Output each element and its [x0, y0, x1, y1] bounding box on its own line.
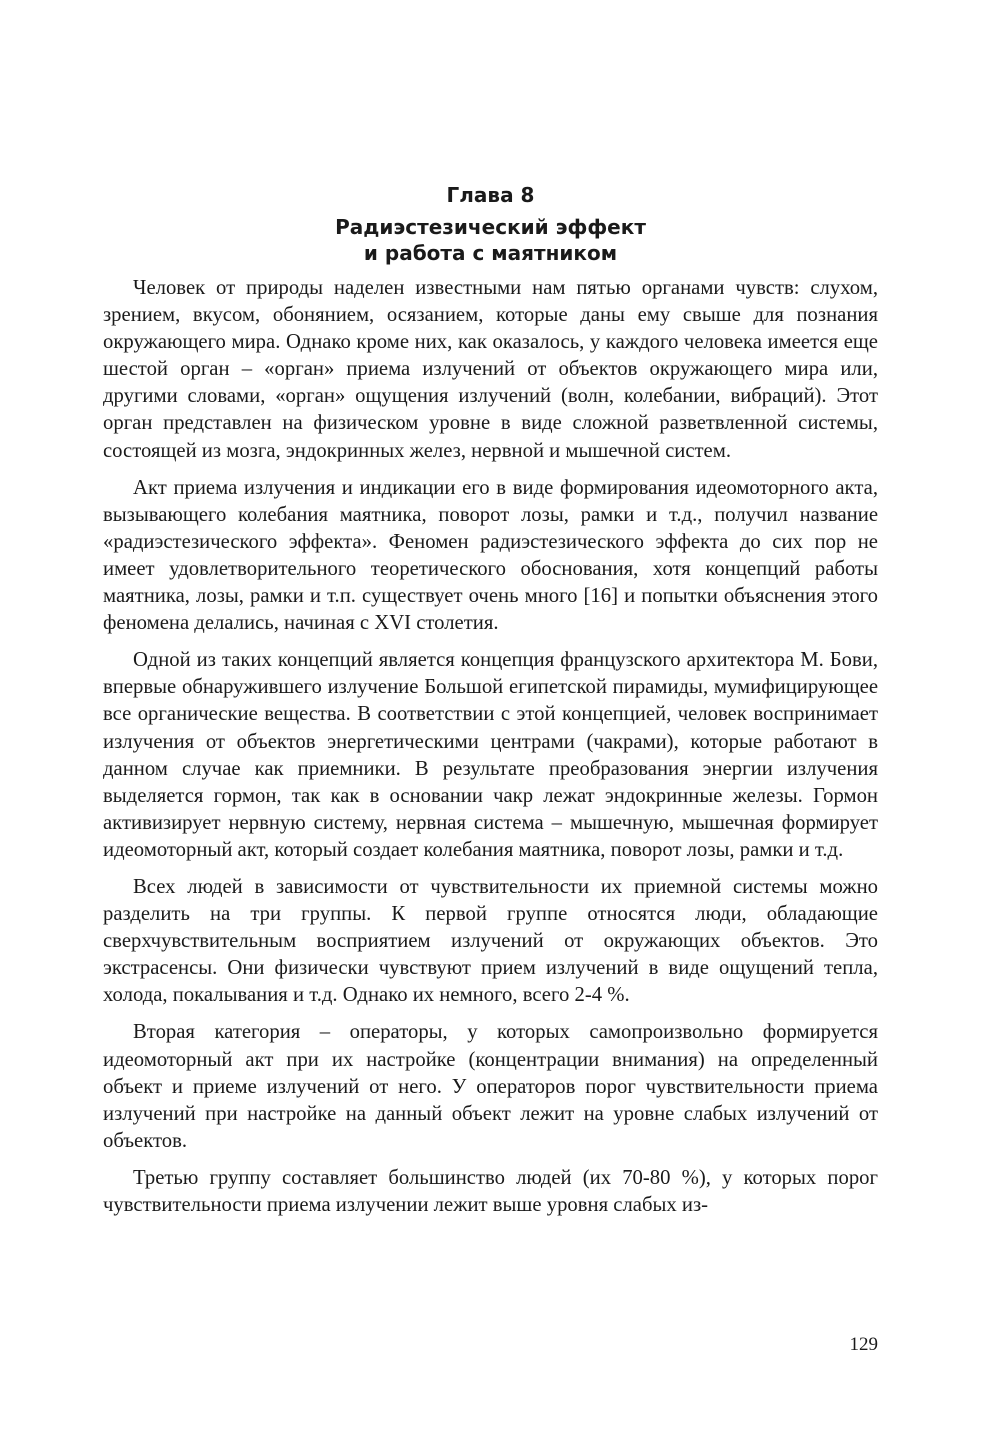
chapter-title-line-1: Радиэстезический эффект — [335, 215, 646, 239]
body-text — [103, 275, 878, 1229]
page-number: 129 — [849, 1334, 878, 1355]
paragraph-4: Всех людей в зависимости от чувствительности их приемной системы можно разделить на три группы. К первой группе относятся люди, обладающие сверхчувствительным восприятием излучений от окружающих объектов. Это экстрасенсы. Они физически чувствуют прием излучений в виде ощущений тепла, холода, покалывания и т.д. Однако их немного, всего 2-4 %. — [103, 875, 878, 1007]
chapter-number: Глава 8 — [446, 183, 535, 207]
paragraph-2: Акт приема излучения и индикации его в виде формирования идеомоторного акта, вызывающего колебания маятника, поворот лозы, рамки и т.д., получил название «радиэстезического эффекта». Феномен радиэстезического эффекта до сих пор не имеет удовлетворительного теоретического обоснования, хотя концепций работы маятника, лозы, рамки и т.п. существует очень много [16] и попытки объяснения этого феномена делались, начиная с XVI столетия. — [103, 476, 878, 635]
chapter-heading — [103, 180, 878, 266]
paragraph-3: Одной из таких концепций является концепция французского архитектора М. Бови, впервые обнаружившего излучение Большой египетской пирамиды, мумифицирующее все органические вещества. В соответствии с этой концепцией, человек воспринимает излучения от объектов энергетическими центрами (чакрами), которые работают в данном случае как приемники. В результате преобразования энергии излучения выделяется гормон, так как в основании чакр лежат эндокринные железы. Гормон активизирует нервную систему, нервная система – мышечную, мышечная формирует идеомоторный акт, который создает колебания маятника, поворот лозы, рамки и т.д. — [103, 649, 878, 861]
paragraph-5: Вторая категория – операторы, у которых самопроизвольно формируется идеомоторный акт при их настройке (концентрации внимания) на определенный объект и приеме излучений от него. У операторов порог чувствительности приема излучений при настройке на данный объект лежит на уровне слабых излучений от объектов. — [103, 1021, 878, 1152]
chapter-title-line-2: и работа с маятником — [363, 241, 618, 265]
paragraph-6: Третью группу составляет большинство людей (их 70-80 %), у которых порог чувствительности приема излучении лежит выше уровня слабых из- — [103, 1166, 878, 1216]
paragraph-1: Человек от природы наделен известными нам пятью органами чувств: слухом, зрением, вкусом, обонянием, осязанием, которые даны ему свыше для познания окружающего мира. Однако кроме них, как оказалось, у каждого человека имеется еще шестой орган – «орган» приема излучений от объектов окружающего мира или, другими словами, «орган» ощущения излучений (волн, колебании, вибраций). Этот орган представлен на физическом уровне в виде сложной разветвленной системы, состоящей из мозга, эндокринных желез, нервной и мышечной систем. — [103, 277, 878, 462]
